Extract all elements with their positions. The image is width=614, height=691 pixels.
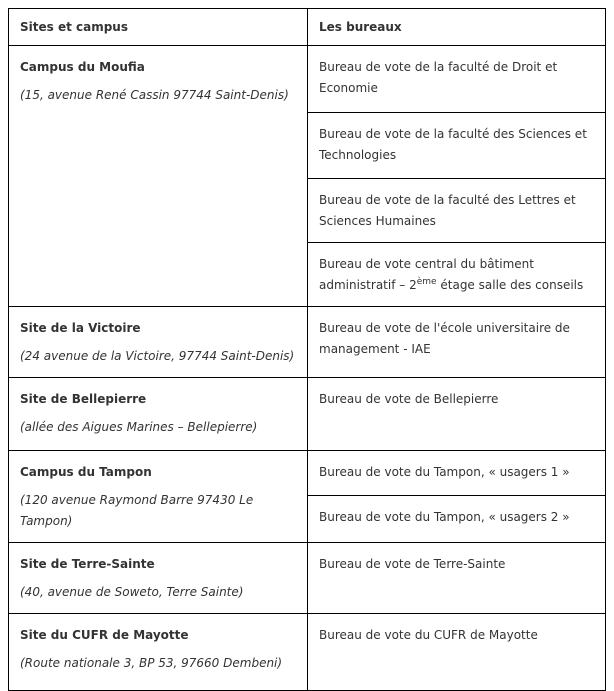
site-name: Campus du Tampon bbox=[20, 465, 152, 479]
site-address: (Route nationale 3, BP 53, 97660 Dembeni) bbox=[20, 656, 283, 670]
site-name: Site de la Victoire bbox=[20, 321, 141, 335]
bureau-label: Bureau de vote de Terre-Sainte bbox=[319, 557, 506, 571]
bureau-cell-tampon-usagers-2 bbox=[308, 495, 606, 542]
site-address: (15, avenue René Cassin 97744 Saint-Denis) bbox=[20, 88, 289, 102]
bureau-cell-tampon-usagers-1 bbox=[308, 451, 606, 496]
site-cell-bellepierre bbox=[9, 378, 308, 451]
row-tampon-1 bbox=[9, 451, 606, 496]
bureau-cell-sciences-technologies bbox=[308, 113, 606, 179]
site-address: (120 avenue Raymond Barre 97430 Le Tampon) bbox=[20, 493, 254, 528]
bureau-label: Bureau de vote de la faculté des Lettres et Sciences Humaines bbox=[319, 193, 576, 228]
header-row bbox=[9, 9, 606, 46]
bureau-cell-iae bbox=[308, 307, 606, 378]
ordinal-superscript: ème bbox=[416, 277, 437, 287]
bureau-cell-bellepierre bbox=[308, 378, 606, 451]
site-name: Site du CUFR de Mayotte bbox=[20, 628, 189, 642]
bureau-label: Bureau de vote de la faculté des Sciences et Technologies bbox=[319, 127, 587, 162]
site-cell-tampon bbox=[9, 451, 308, 543]
bureau-label: Bureau de vote de l'école universitaire de management - IAE bbox=[319, 321, 570, 356]
bureau-cell-cufr-mayotte bbox=[308, 614, 606, 691]
row-victoire bbox=[9, 307, 606, 378]
site-address: (40, avenue de Soweto, Terre Sainte) bbox=[20, 585, 244, 599]
site-cell-victoire bbox=[9, 307, 308, 378]
site-cell-cufr-mayotte bbox=[9, 614, 308, 691]
bureau-label: Bureau de vote du CUFR de Mayotte bbox=[319, 628, 538, 642]
bureau-label bbox=[319, 254, 596, 296]
bureau-cell-terre-sainte bbox=[308, 543, 606, 614]
bureau-label: Bureau de vote du Tampon, « usagers 2 » bbox=[319, 509, 570, 524]
site-name: Site de Bellepierre bbox=[20, 392, 147, 406]
site-name: Campus du Moufia bbox=[20, 60, 145, 74]
site-address: (allée des Aigues Marines – Bellepierre) bbox=[20, 420, 258, 434]
bureau-label-prefix: Bureau de vote central du bâtiment administratif – 2 bbox=[319, 257, 534, 292]
bureau-label: Bureau de vote de Bellepierre bbox=[319, 392, 499, 406]
bureau-label-suffix: étage salle des conseils bbox=[436, 278, 584, 292]
bureau-cell-droit-economie bbox=[308, 46, 606, 113]
bureau-cell-lettres-sciences-humaines bbox=[308, 179, 606, 243]
row-moufia-1 bbox=[9, 46, 606, 113]
polling-stations-table bbox=[8, 8, 606, 691]
row-bellepierre bbox=[9, 378, 606, 451]
site-cell-terre-sainte bbox=[9, 543, 308, 614]
row-terre-sainte bbox=[9, 543, 606, 614]
site-cell-moufia bbox=[9, 46, 308, 307]
bureau-label: Bureau de vote du Tampon, « usagers 1 » bbox=[319, 465, 570, 479]
site-name: Site de Terre-Sainte bbox=[20, 557, 155, 571]
bureau-cell-central-batiment bbox=[308, 243, 606, 307]
site-address: (24 avenue de la Victoire, 97744 Saint-Denis) bbox=[20, 349, 295, 363]
column-header-bureaux: Les bureaux bbox=[308, 9, 606, 46]
bureau-label: Bureau de vote de la faculté de Droit et Economie bbox=[319, 60, 558, 95]
row-cufr-mayotte bbox=[9, 614, 606, 691]
column-header-sites: Sites et campus bbox=[9, 9, 308, 46]
